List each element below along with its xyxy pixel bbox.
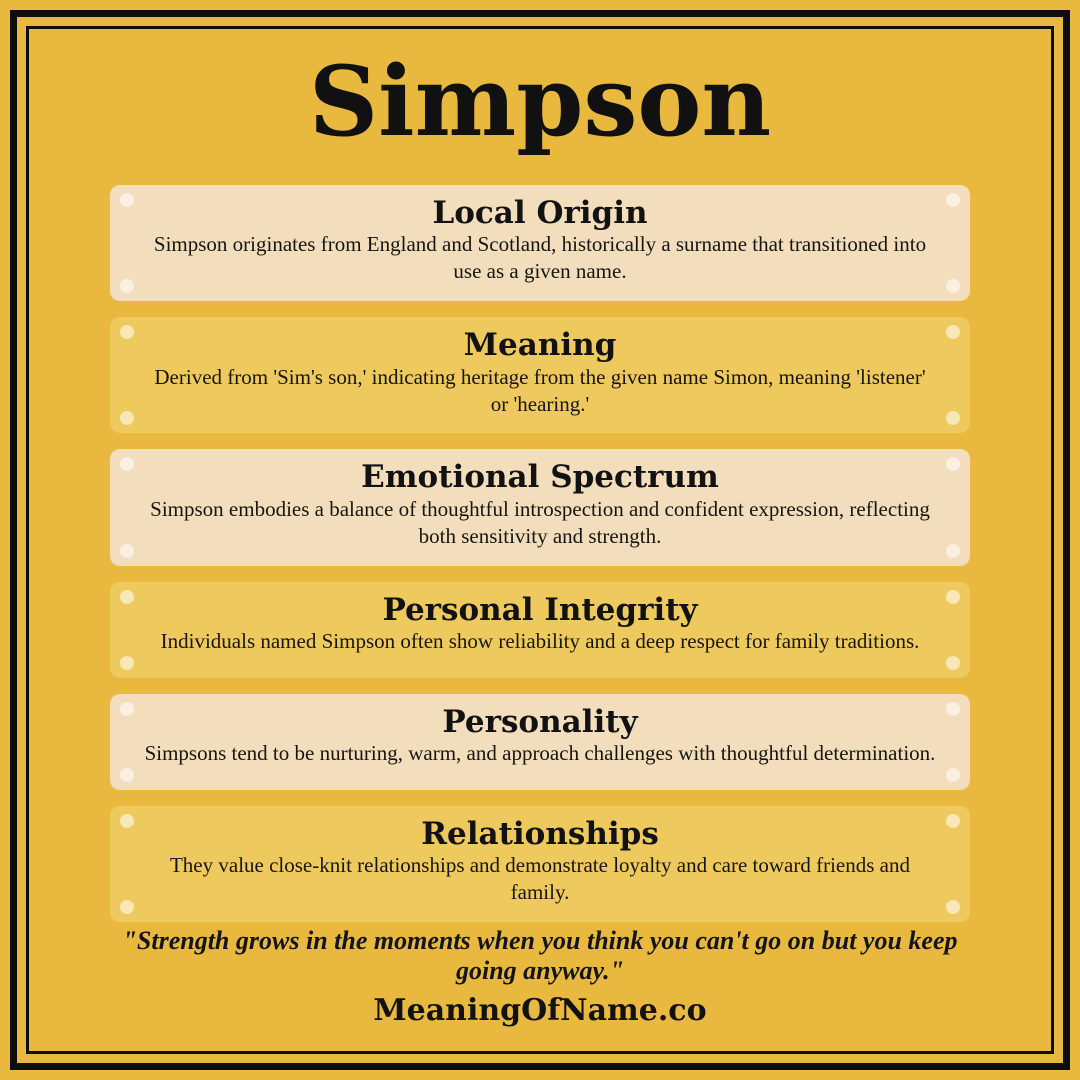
section-heading: Personality — [442, 703, 638, 740]
footer-quote: "Strength grows in the moments when you think you can't go on but you keep going anyway." — [122, 925, 958, 986]
section-body: They value close-knit relationships and demonstrate loyalty and care toward friends and family. — [169, 853, 910, 905]
section-heading: Personal Integrity — [382, 591, 698, 628]
section-body: Simpson embodies a balance of thoughtful introspection and confident expression, reflecting both sensitivity and strength. — [150, 496, 930, 548]
corner-dot-icon — [946, 544, 960, 558]
corner-dot-icon — [946, 279, 960, 293]
section-heading: Relationships — [421, 815, 659, 852]
corner-dot-icon — [120, 411, 134, 425]
section-heading: Meaning — [463, 327, 617, 364]
corner-dot-icon — [120, 656, 134, 670]
section-heading: Local Origin — [432, 194, 648, 231]
section-card-personality — [110, 694, 970, 790]
section-body: Simpson originates from England and Scotland, historically a surname that transitioned into use as a given name. — [153, 232, 927, 284]
section-card-personal-integrity — [110, 582, 970, 678]
section-card-list — [110, 185, 970, 922]
section-body: Simpsons tend to be nurturing, warm, and approach challenges with thoughtful determination. — [144, 741, 936, 766]
section-card-local-origin — [110, 185, 970, 301]
corner-dot-icon — [120, 544, 134, 558]
corner-dot-icon — [120, 279, 134, 293]
section-card-emotional-spectrum — [110, 449, 970, 565]
corner-dot-icon — [946, 656, 960, 670]
page-title: Simpson — [308, 45, 772, 158]
poster-content — [30, 30, 1050, 1050]
corner-dot-icon — [120, 768, 134, 782]
section-body: Derived from 'Sim's son,' indicating heritage from the given name Simon, meaning 'listener' or 'hearing.' — [154, 364, 926, 416]
section-body: Individuals named Simpson often show reliability and a deep respect for family traditions. — [160, 629, 920, 654]
section-heading: Emotional Spectrum — [361, 459, 719, 496]
corner-dot-icon — [946, 900, 960, 914]
section-card-meaning — [110, 317, 970, 433]
section-card-relationships — [110, 806, 970, 922]
footer-site-name: MeaningOfName.co — [373, 993, 707, 1028]
poster-footer — [110, 926, 970, 1050]
corner-dot-icon — [120, 900, 134, 914]
corner-dot-icon — [946, 768, 960, 782]
corner-dot-icon — [946, 411, 960, 425]
